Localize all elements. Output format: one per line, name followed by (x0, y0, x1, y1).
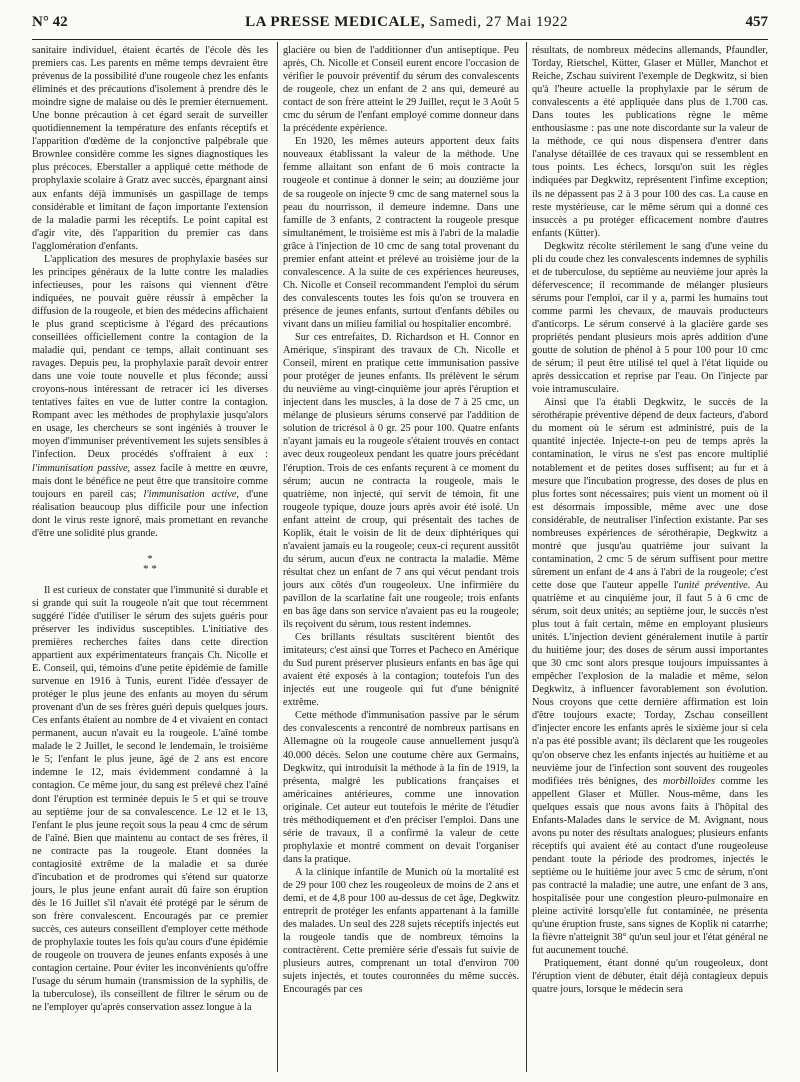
separator-star-bottom: * * (143, 562, 157, 575)
text-run: assez facile à mettre en œuvre, mais dont le bénéfice ne peut être que transitoire comme toujours en pareil cas; (32, 462, 268, 500)
emphasis-text: morbilloïdes (662, 775, 715, 787)
paragraph: Il est curieux de constater que l'immunité si durable et si grande qui suit la rougeole n'ait que tout récemment suggéré l'idée d'utiliser le sérum des sujets guéris pour préserver les individus susceptibles. L'initiative des premières recherches faites dans cette direction appartient aux expérimentateurs français Ch. Nicolle et E. Conseil, qui, témoins d'une petite épidémie de famille survenue en 1916 à Tunis, eurent l'idée d'essayer de protéger le plus jeune des enfants au moyen du sérum provenant d'un de ses frères guéri depuis quelques jours. Ces enfants étaient au nombre de 4 et vivaient en contact permanent, aucun n'avait eu la rougeole. L'aîné tombe malade le 2 Juillet, le second le lendemain, le troisième le 5; l'enfant le plus jeune, âgé de 2 ans est encore indemne le 12, mais évidemment condamné à la contagion. Ce même jour, du sang est prélevé chez l'aîné dont l'éruption est terminée depuis le 5 et qui se trouve au septième jour de sa convalescence. Le 12 et le 13, l'enfant le plus jeune reçoit sous la peau 4 cmc de sérum de l'aîné. Bien que maintenu au contact de ses frères, il ne contracte pas la rougeole. Etant données la contagiosité extrême de la maladie et sa durée d'incubation et de prodromes qui s'étend sur quatorze jours, le plus jeune enfant aurait dû faire son éruption dès le 16 Juillet s'il n'avait été protégé par le sérum de son frère convalescent. Encouragés par ce premier succès, ces auteurs conseillent d'employer cette méthode de prophylaxie toutes les fois qu'au cours d'une épidémie de rougeole on trouvera de jeunes enfants exposés à une contagion certaine. Pour éviter les inconvénients qu'offre l'usage du sérum humain (transmission de la syphilis, de la tuberculose), ils conseillent de filtrer le sérum ou de ne l'employer qu'après conservation assez longue à la (32, 584, 268, 1014)
paragraph: A la clinique infantile de Munich où la mortalité est de 29 pour 100 chez les rougeoleux de moins de 2 ans et demi, et de 4,8 pour 100 au-dessus de cet âge, Degkwitz entreprit de protéger les enfants appartenant à la famille des malades. Un seul des 228 sujets réceptifs injectés eut la rougeole tandis que de nombreux témoins la contractèrent. Cette première série d'essais fut suivie de plusieurs autres, comprenant un total d'environ 700 sujets injectés, et toutes couronnées du même succès. Encouragés par ces (283, 866, 519, 996)
journal-title (245, 14, 568, 31)
paragraph: glacière ou bien de l'additionner d'un antiseptique. Peu après, Ch. Nicolle et Conseil eurent encore l'occasion de vérifier le pouvoir préventif du sérum des convalescents de rougeole, chez un enfant de 2 ans qui, demeuré au contact de son frère atteint le 29 Juillet, reçut le 3 Août 5 cmc du sérum de l'enfant employé comme donneur dans la précédente expérience. (283, 45, 519, 135)
page-number: 457 (745, 14, 768, 30)
section-separator (32, 554, 268, 574)
column-middle (283, 44, 519, 996)
issue-number: N° 42 (32, 14, 68, 30)
text-run: Ainsi que l'a établi Degkwitz, le succès de la sérothérapie préventive dépend de deux facteurs, d'abord du moment où le sérum est administré, puis de la quantité injectée. Injecte-t-on peu de temps après la contamination, le virus ne s'est pas encore multiplié notablement et de petites doses suffisent; au fur et à mesure que l'incubation progresse, des doses de plus en plus fortes sont nécessaires; puis vient un moment où il est désormais impossible, même avec une dose considérable, de neutraliser l'infection existante. Par ses nombreuses expériences de sérothérapie, Degkwitz a montré que jusqu'au quatrième jour suivant la contamination, 2 cmc 5 de sérum suffisent pour mettre sûrement un enfant de 4 ans à l'abri de la rougeole; c'est cette dose que l'auteur appelle l' (532, 397, 768, 591)
text-run: d'une réalisation beaucoup plus difficile pour une infection dont le virus reste ignoré, mais promettant en revanche d'être une solidité plus grande. (32, 488, 268, 539)
journal-name: LA PRESSE MEDICALE, (245, 14, 426, 30)
column-divider-2 (526, 42, 527, 1072)
column-right (532, 44, 768, 996)
issue-date: Samedi, 27 Mai 1922 (429, 14, 568, 30)
paragraph: Degkwitz récolte stérilement le sang d'une veine du pli du coude chez les convalescents indemnes de syphilis et de tuberculose, du septième au neuvième jour après la défervescence; il recommande de mélanger plusieurs sérums pour l'emploi, car il y a, parmi les humains tout comme parmi les chevaux, de mauvais producteurs d'anticorps. Le sérum conservé à la glacière garde ses propriétés pendant plusieurs mois après addition d'une goutte de solution de phénol à 5 pour 100 pour 10 cmc de sérum; il peut être utilisé tel quel à l'état liquide ou après dessiccation et reprise par l'eau. On l'injecte par voie intramusculaire. (532, 240, 768, 396)
paragraph: résultats, de nombreux médecins allemands, Pfaundler, Torday, Rietschel, Kütter, Glaser et Müller, Manchot et Reiche, Zschau suivirent l'exemple de Degkwitz, si bien qu'à l'heure actuelle la prophylaxie par le sérum de convalescents a été appliquée dans plus de 1.700 cas. Dans toutes les publications règne le même enthousiasme : pas une note discordante sur la valeur de la méthode, ce qui nous dispensera d'entrer dans l'analyse détaillée de ces travaux qui se ressemblent en tous points. Les échecs, lorsqu'on suit les règles indiquées par Degkwitz, représentent l'infime exception; ils ne dépassent pas 2 à 3 pour 100 des cas. La cause en reste mystérieuse, car le même sérum qui a donné ces insuccès a pu protéger efficacement nombre d'autres enfants (Kütter). (532, 45, 768, 239)
emphasis-text: l'immunisation passive, (32, 462, 131, 474)
emphasis-text: l'immunisation active, (143, 488, 239, 500)
paragraph: sanitaire individuel, étaient écartés de l'école dès les premiers cas. Les parents en même temps devraient être prévenus de la possibilité d'une rougeole chez les enfants éliminés et des précautions d'isolement à prendre dès le moindre signe de malaise ou dès le premier éternuement. Une bonne précaution à cet égard serait de surveiller quotidiennement la température des enfants réceptifs et l'apparition d'œdème de la conjonctive palpébrale que Brownlee considère comme les signes diagnostiques les plus précoces. Eberstaller a appliqué cette méthode de prophylaxie scolaire à Gratz avec succès, épargnant ainsi aux enfants déjà immunisés un gaspillage de temps considérable et limitant de façon importante l'extension de la maladie parmi les réceptifs. Le point capital est d'agir vite, dès l'apparition du premier cas dans l'agglomération d'enfants. (32, 45, 268, 252)
paragraph: Sur ces entrefaites, D. Richardson et H. Connor en Amérique, s'inspirant des travaux de Ch. Nicolle et Conseil, mirent en pratique cette immunisation passive pour protéger de jeunes enfants. Ils prélèvent le sérum du neuvième au vingt-cinquième jour après l'éruption et injectent dans les muscles, à la dose de 7 à 25 cmc, un mélange de plusieurs sérums conservé par l'addition de solution de tricrésol à 0 gr. 25 pour 100. Quatre enfants n'ayant jamais eu la rougeole s'étaient trouvés en contact avec deux rougeoleux pendant les quatre jours précédant l'éruption. Trois de ces enfants reçurent à ce moment du sérum; aucun ne contracta la rougeole, mais le quatrième, non injecté, qui servit de témoin, fit une rougeole typique, douze jours après avoir été isolé. Un enfant atteint de croup, qui présentait des taches de Koplik, était le voisin de lit de deux diphtériques qui n'avaient jamais eu la rougeole; ceux-ci reçurent aussitôt du sérum, aucun d'eux ne contracta la maladie. Même résultat chez un enfant de 7 ans qui vécut pendant trois jours aux côtés d'un rougeoleux. Une infirmière du pavillon de la scarlatine fait une rougeole; trois enfants en bas âge dans son service n'avaient pas eu la rougeole; ils reçoivent du sérum, tous restent indemnes. (283, 332, 519, 631)
paragraph (532, 396, 768, 957)
emphasis-text: unité préventive. (678, 579, 751, 591)
column-left (32, 44, 268, 1014)
paragraph: En 1920, les mêmes auteurs apportent deux faits nouveaux établissant la valeur de la méthode. Une femme allaitant son enfant de 6 mois contracte la rougeole et continue à donner le sein; au douzième jour de sa rougeole on injecte 9 cmc de sang maternel sous la peau du nourrisson, il demeure indemne. Dans une famille de 3 enfants, 2 contractent la rougeole presque simultanément, le troisième est mis à l'abri de la maladie grâce à l'injection de 10 cmc de sang total provenant du premier enfant atteint et prélevé au troisième jour de la convalescence. A la suite de ces expériences heureuses, Ch. Nicolle et Conseil recommandent l'emploi du sérum des convalescents toutes les fois qu'on se trouvera en présence de jeunes enfants, surtout d'enfants débiles ou vivant dans un milieu familial ou hospitalier encombré. (283, 136, 519, 330)
paragraph (32, 253, 268, 540)
paragraph: Cette méthode d'immunisation passive par le sérum des convalescents a rencontré de nombreux partisans en Allemagne où la rougeole cause annuellement jusqu'à 40.000 décès. Selon une coutume chère aux Germains, Degkwitz, qui introduisit la méthode à la fin de 1919, la présenta, malgré les publications françaises et américaines antérieures, comme une innovation originale. Cet auteur eut toutefois le mérite de l'étudier très méthodiquement et d'en préciser l'emploi. Dans une série de travaux, il a confirmé la valeur de cette prophylaxie et montré comment on devait l'organiser dans la pratique. (283, 710, 519, 865)
paragraph: Pratiquement, étant donné qu'un rougeoleux, dont l'éruption vient de débuter, était déjà contagieux depuis quatre jours, lorsque le médecin sera (532, 958, 768, 996)
text-run: comme les appellent Glaser et Müller. Nous-même, dans les quelques essais que nous avons faits à l'hôpital des Enfants-Malades dans le service de M. Avignant, nous avons pu noter des résultats analogues; plusieurs enfants réceptifs qui avaient été au contact d'une rougeoleuse pendant toute la période des prodromes, injectés le septième ou le huitième jour avec 5 cmc de sérum, n'ont pas contracté la maladie; une autre, une enfant de 3 ans, hospitalisée pour une congestion pleuro-pulmonaire en pleine activité lorsqu'elle fut contaminée, ne présenta qu'une éruption fruste, sans signes de Koplik ni catarrhe; la fièvre n'atteignit 38° qu'un seul jour et l'état général ne fut aucunement touché. (532, 775, 768, 957)
text-run: Au quatrième et au cinquième jour, il faut 5 à 6 cmc de sérum, soit deux unités; au septième jour, le succès n'est plus tout à fait certain, même en employant plusieurs unités. L'injection devient généralement inutile à partir du huitième jour; des doses de sérum aussi importantes que 30 cmc sont alors presque toujours impuissantes à empêcher l'explosion de la maladie et même, selon Degkwitz, à influencer favorablement son évolution. Nous croyons que cette dernière affirmation est loin d'être toujours exacte; Torday, Zschau conseillent d'injecter encore les enfants après le sixième jour si cela n'a pas été possible avant; ils déclarent que les rougeoles qu'on observe chez les enfants injectés au huitième et au neuvième jour de l'infection sont souvent des rougeoles modifiées très bénignes, des (532, 579, 769, 787)
text-run: L'application des mesures de prophylaxie basées sur les principes généraux de la lutte contre les maladies infectieuses, pour les raisons qui viennent d'être indiquées, ne pouvait guère réussir à empêcher la diffusion de la rougeole, et bien des médecins affichaient le plus grand scepticisme à l'égard des précautions conseillées officiellement contre la contagion de la maladie qui, pendant ce temps, allait continuant ses ravages. Depuis peu, la prophylaxie paraît devoir entrer dans une voie toute nouvelle et plus féconde; aussi croyons-nous intéressant de retracer ici les diverses tentatives faites en vue de lutter contre la contagion. Rompant avec les méthodes de prophylaxie jusqu'alors en usage, les chercheurs se sont ingéniés à trouver le moyen d'immuniser préventivement les sujets sensibles à l'infection. Deux procédés s'offraient à eux : (32, 253, 268, 461)
paragraph: Ces brillants résultats suscitèrent bientôt des imitateurs; c'est ainsi que Torres et Pacheco en Amérique du Sud purent préserver plusieurs enfants en bas âge qui avaient été exposés à la contagion; toutefois l'un des injectés eut une rougeole qui fut d'une bénignité extrême. (283, 632, 519, 709)
page-header (32, 14, 768, 40)
separator-star-top: * (147, 552, 153, 565)
column-divider-1 (277, 42, 278, 1072)
